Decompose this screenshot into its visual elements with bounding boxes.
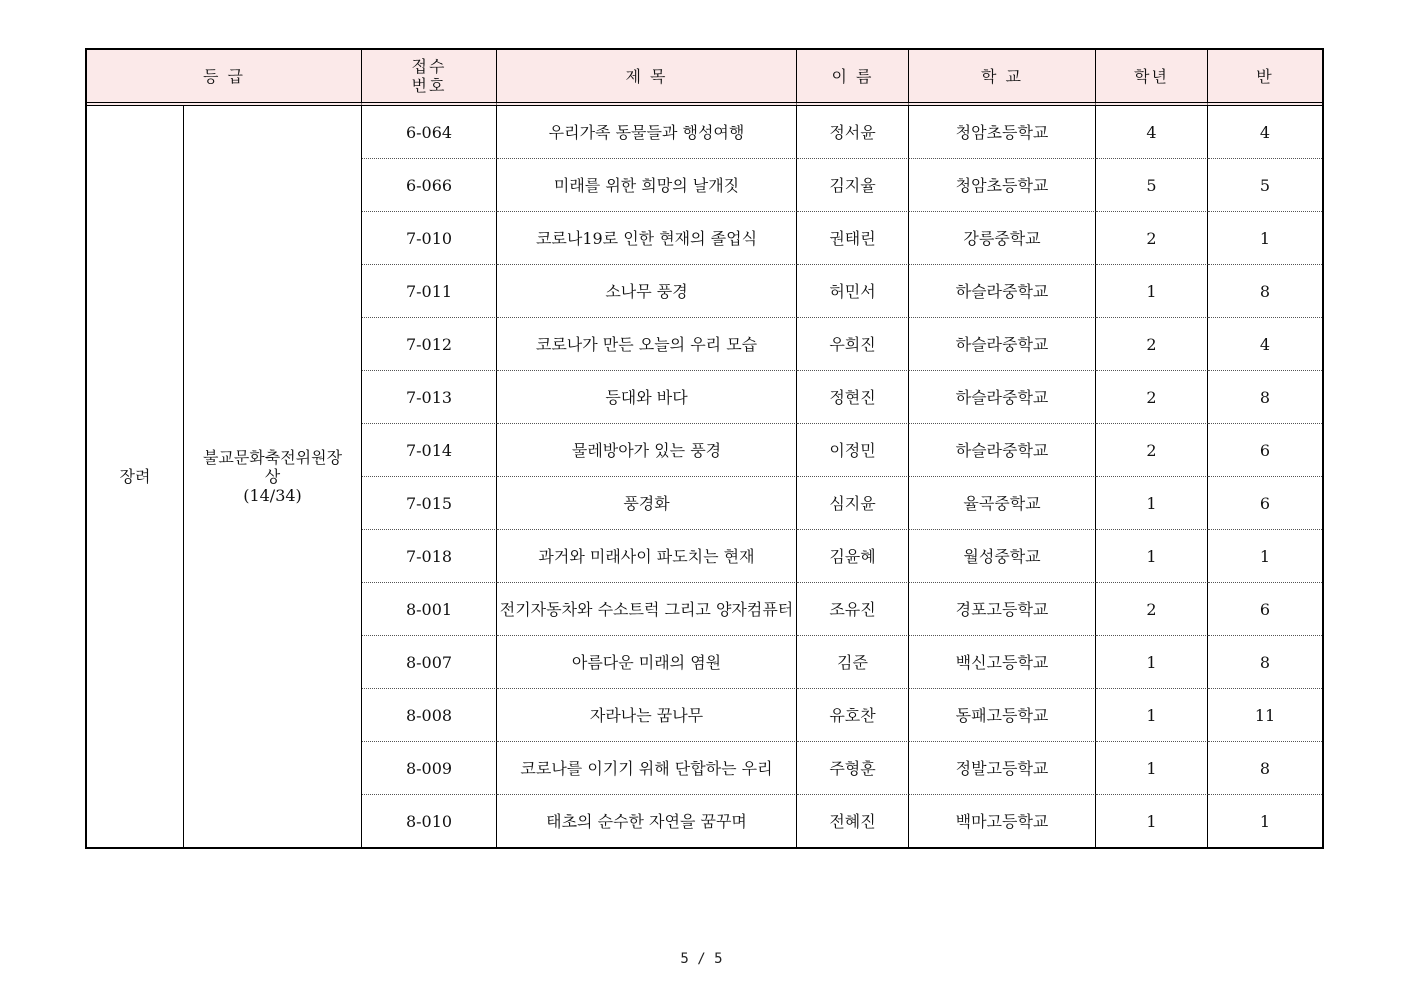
award-text: (14/34) xyxy=(243,486,302,505)
class-cell: 8 xyxy=(1208,742,1322,795)
name-cell: 정서윤 xyxy=(797,106,909,159)
class-cell: 5 xyxy=(1208,159,1322,212)
school-cell: 청암초등학교 xyxy=(909,106,1096,159)
name-cell: 우희진 xyxy=(797,318,909,371)
class-cell: 4 xyxy=(1208,318,1322,371)
school-cell: 하슬라중학교 xyxy=(909,318,1096,371)
class-cell: 6 xyxy=(1208,583,1322,636)
title-cell: 등대와 바다 xyxy=(497,371,797,424)
header-title: 제 목 xyxy=(497,50,797,106)
year-cell: 1 xyxy=(1096,795,1208,847)
year-cell: 2 xyxy=(1096,583,1208,636)
grade-cell: 장려 xyxy=(87,106,184,847)
school-cell: 경포고등학교 xyxy=(909,583,1096,636)
title-cell: 코로나를 이기기 위해 단합하는 우리 xyxy=(497,742,797,795)
header-name: 이 름 xyxy=(797,50,909,106)
table-body xyxy=(87,106,1322,847)
name-cell: 정현진 xyxy=(797,371,909,424)
name-cell: 김윤혜 xyxy=(797,530,909,583)
year-cell: 2 xyxy=(1096,212,1208,265)
award-cell xyxy=(184,106,362,847)
name-cell: 김지율 xyxy=(797,159,909,212)
school-cell: 월성중학교 xyxy=(909,530,1096,583)
entry-no-cell: 7-011 xyxy=(362,265,497,318)
entry-no-cell: 8-010 xyxy=(362,795,497,847)
school-cell: 율곡중학교 xyxy=(909,477,1096,530)
entry-no-cell: 7-013 xyxy=(362,371,497,424)
header-year: 학년 xyxy=(1096,50,1208,106)
school-cell: 정발고등학교 xyxy=(909,742,1096,795)
class-cell: 8 xyxy=(1208,636,1322,689)
year-cell: 1 xyxy=(1096,530,1208,583)
title-cell: 물레방아가 있는 풍경 xyxy=(497,424,797,477)
school-cell: 하슬라중학교 xyxy=(909,371,1096,424)
entry-no-cell: 6-064 xyxy=(362,106,497,159)
entry-no-cell: 8-009 xyxy=(362,742,497,795)
header-entry-no-line1: 접수 xyxy=(411,57,447,76)
page-number: 5 / 5 xyxy=(680,951,723,967)
school-cell: 하슬라중학교 xyxy=(909,424,1096,477)
title-cell: 자라나는 꿈나무 xyxy=(497,689,797,742)
title-cell: 태초의 순수한 자연을 꿈꾸며 xyxy=(497,795,797,847)
name-cell: 전혜진 xyxy=(797,795,909,847)
year-cell: 1 xyxy=(1096,742,1208,795)
class-cell: 11 xyxy=(1208,689,1322,742)
entry-no-cell: 8-001 xyxy=(362,583,497,636)
name-cell: 김준 xyxy=(797,636,909,689)
year-cell: 1 xyxy=(1096,265,1208,318)
year-cell: 4 xyxy=(1096,106,1208,159)
name-cell: 권태린 xyxy=(797,212,909,265)
name-cell: 이정민 xyxy=(797,424,909,477)
class-cell: 1 xyxy=(1208,530,1322,583)
name-cell: 유호찬 xyxy=(797,689,909,742)
class-cell: 8 xyxy=(1208,265,1322,318)
entry-no-cell: 7-010 xyxy=(362,212,497,265)
header-grade: 등 급 xyxy=(87,50,362,106)
year-cell: 1 xyxy=(1096,689,1208,742)
year-cell: 1 xyxy=(1096,477,1208,530)
award-table xyxy=(85,48,1324,849)
title-cell: 아름다운 미래의 염원 xyxy=(497,636,797,689)
title-cell: 우리가족 동물들과 행성여행 xyxy=(497,106,797,159)
school-cell: 하슬라중학교 xyxy=(909,265,1096,318)
entry-no-cell: 7-015 xyxy=(362,477,497,530)
entry-no-cell: 7-018 xyxy=(362,530,497,583)
class-cell: 4 xyxy=(1208,106,1322,159)
award-text: 상 xyxy=(264,467,281,486)
title-cell: 코로나가 만든 오늘의 우리 모습 xyxy=(497,318,797,371)
year-cell: 5 xyxy=(1096,159,1208,212)
school-cell: 동패고등학교 xyxy=(909,689,1096,742)
school-cell: 백신고등학교 xyxy=(909,636,1096,689)
entry-no-cell: 8-008 xyxy=(362,689,497,742)
year-cell: 2 xyxy=(1096,424,1208,477)
title-cell: 과거와 미래사이 파도치는 현재 xyxy=(497,530,797,583)
class-cell: 8 xyxy=(1208,371,1322,424)
header-school: 학 교 xyxy=(909,50,1096,106)
award-text: 불교문화축전위원장 xyxy=(202,448,343,467)
name-cell: 조유진 xyxy=(797,583,909,636)
school-cell: 청암초등학교 xyxy=(909,159,1096,212)
title-cell: 풍경화 xyxy=(497,477,797,530)
entry-no-cell: 8-007 xyxy=(362,636,497,689)
class-cell: 6 xyxy=(1208,424,1322,477)
name-cell: 주형훈 xyxy=(797,742,909,795)
school-cell: 강릉중학교 xyxy=(909,212,1096,265)
title-cell: 소나무 풍경 xyxy=(497,265,797,318)
name-cell: 허민서 xyxy=(797,265,909,318)
title-cell: 전기자동차와 수소트럭 그리고 양자컴퓨터 xyxy=(497,583,797,636)
title-cell: 코로나19로 인한 현재의 졸업식 xyxy=(497,212,797,265)
header-entry-no xyxy=(362,50,497,106)
header-entry-no-line2: 번호 xyxy=(411,76,447,95)
name-cell: 심지윤 xyxy=(797,477,909,530)
header-row xyxy=(87,50,1322,106)
entry-no-cell: 7-014 xyxy=(362,424,497,477)
title-cell: 미래를 위한 희망의 날개짓 xyxy=(497,159,797,212)
header-class: 반 xyxy=(1208,50,1322,106)
entry-no-cell: 6-066 xyxy=(362,159,497,212)
entry-no-cell: 7-012 xyxy=(362,318,497,371)
class-cell: 1 xyxy=(1259,811,1271,831)
class-cell: 6 xyxy=(1208,477,1322,530)
school-cell: 백마고등학교 xyxy=(909,795,1096,847)
table-row xyxy=(87,106,1322,159)
year-cell: 1 xyxy=(1096,636,1208,689)
class-cell: 1 xyxy=(1208,212,1322,265)
year-cell: 2 xyxy=(1096,371,1208,424)
year-cell: 2 xyxy=(1096,318,1208,371)
